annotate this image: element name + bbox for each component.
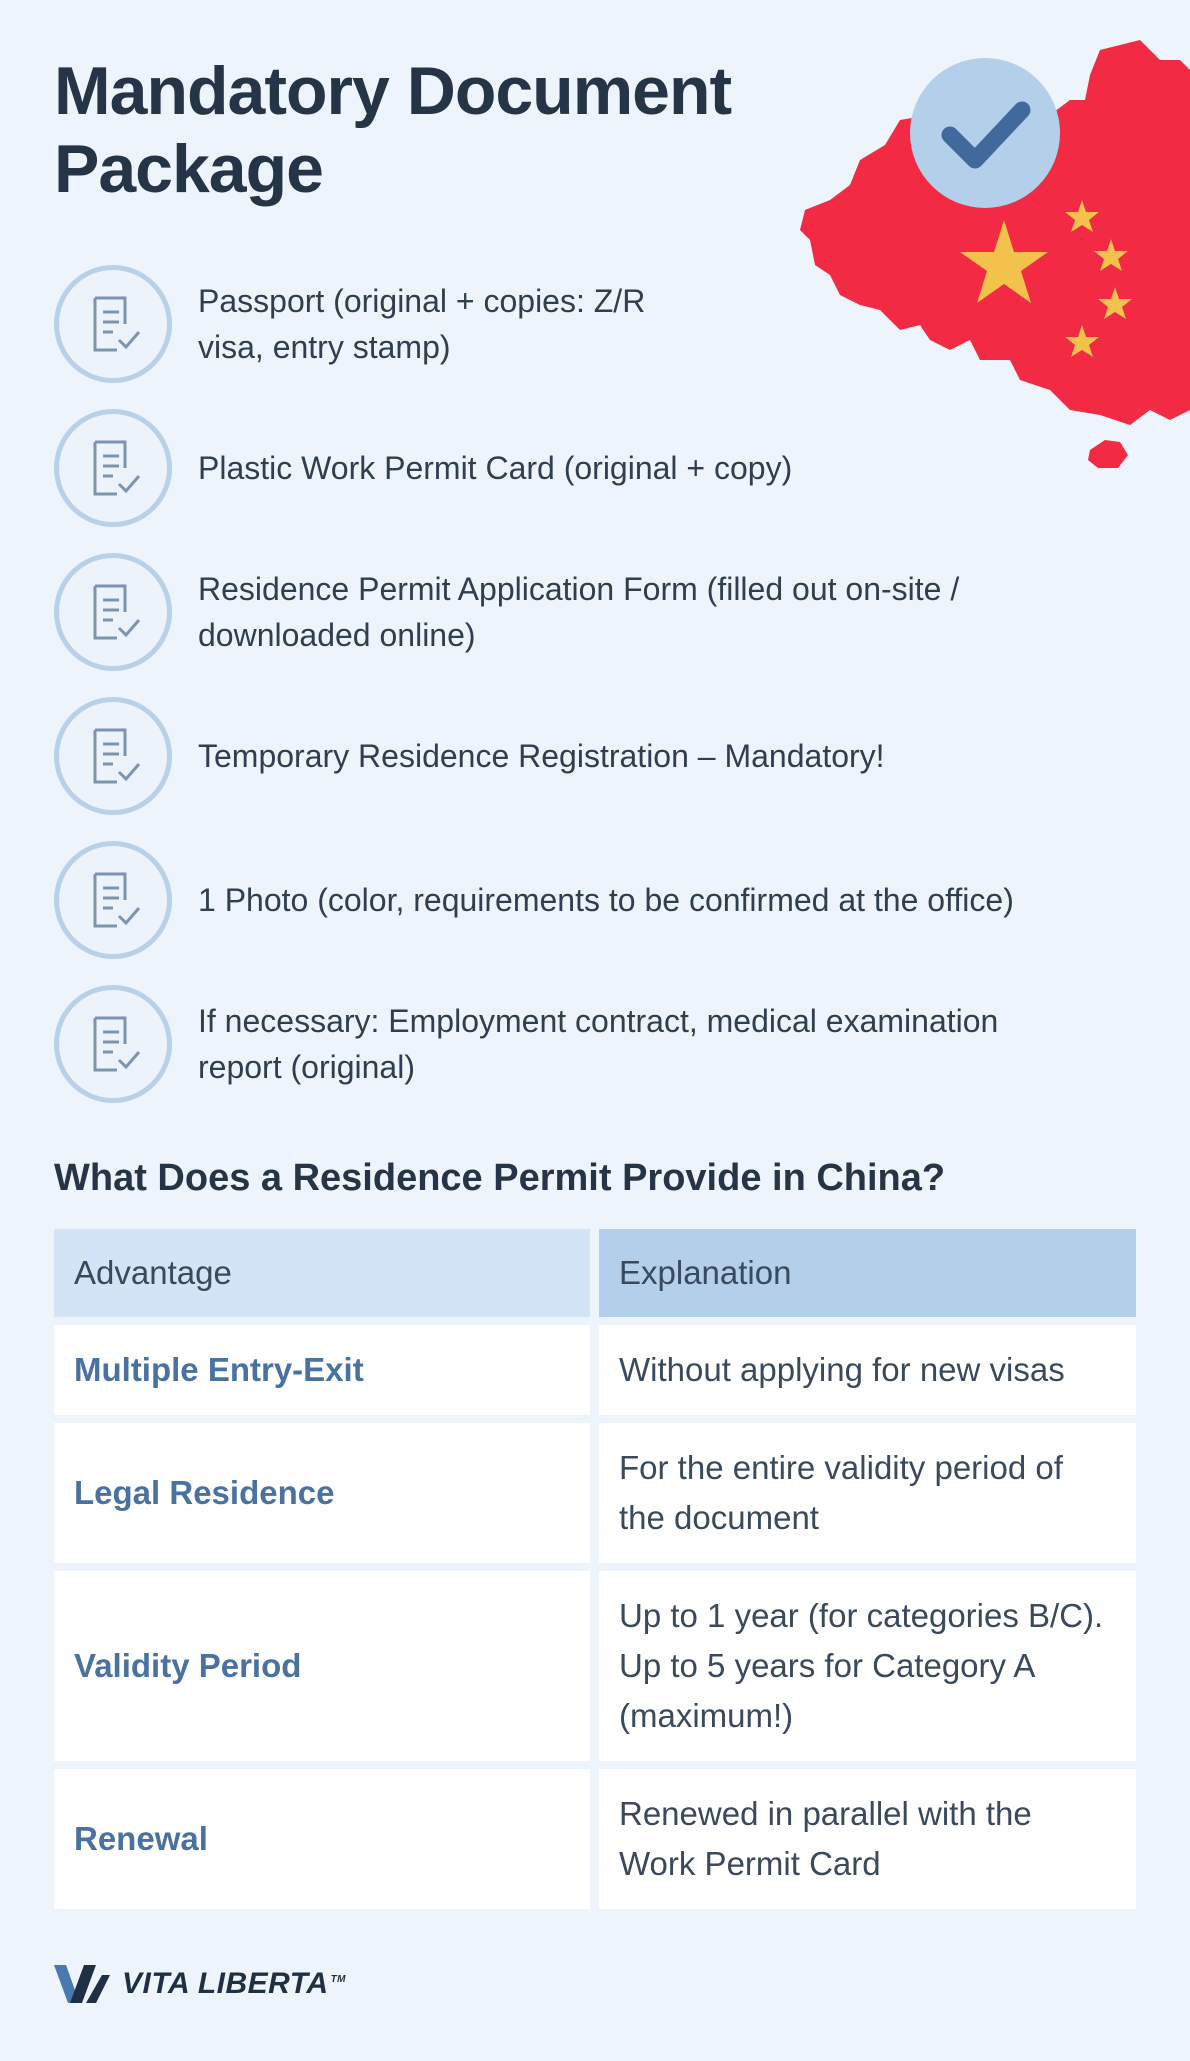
table-cell [54, 1571, 590, 1761]
table-row [54, 1769, 1136, 1909]
table-row [54, 1423, 1136, 1563]
advantage-text: Multiple Entry-Exit [74, 1351, 364, 1388]
document-check-icon [54, 409, 172, 527]
document-text: If necessary: Employment contract, medical examination report (original) [198, 1003, 999, 1085]
table-cell [599, 1325, 1136, 1415]
table-cell [54, 1423, 590, 1563]
vita-liberta-logo-icon [54, 1963, 110, 2005]
section-heading: What Does a Residence Permit Provide in China? [54, 1157, 946, 1199]
table-cell [54, 1325, 590, 1415]
list-item [54, 696, 1114, 816]
document-check-icon [54, 697, 172, 815]
table-cell [54, 1769, 590, 1909]
table-cell [599, 1571, 1136, 1761]
list-item [54, 408, 1114, 528]
document-text: Residence Permit Application Form (filled out on-site / downloaded online) [198, 571, 960, 653]
document-text: Plastic Work Permit Card (original + copy) [198, 450, 793, 486]
explanation-text: Without applying for new visas [619, 1351, 1065, 1388]
list-item [54, 264, 1114, 384]
list-item [54, 552, 1114, 672]
table-header-cell [54, 1229, 590, 1317]
explanation-text: For the entire validity period of the document [619, 1449, 1063, 1536]
document-check-icon [54, 985, 172, 1103]
list-item [54, 840, 1114, 960]
document-check-icon [54, 265, 172, 383]
table-cell [599, 1769, 1136, 1909]
header-explanation: Explanation [619, 1254, 792, 1291]
document-text: Temporary Residence Registration – Mandatory! [198, 738, 885, 774]
brand-logo [54, 1963, 346, 2005]
advantage-text: Legal Residence [74, 1474, 335, 1511]
document-text: Passport (original + copies: Z/R visa, entry stamp) [198, 283, 646, 365]
table-header-row [54, 1229, 1136, 1317]
advantage-text: Validity Period [74, 1647, 302, 1684]
table-cell [599, 1423, 1136, 1563]
list-item [54, 984, 1114, 1104]
table-header-cell [599, 1229, 1136, 1317]
document-text: 1 Photo (color, requirements to be confirmed at the office) [198, 882, 1014, 918]
check-circle [910, 58, 1060, 208]
explanation-text: Up to 1 year (for categories B/C). Up to 5 years for Category A (maximum!) [619, 1597, 1104, 1734]
advantage-text: Renewal [74, 1820, 208, 1857]
header-advantage: Advantage [74, 1254, 232, 1291]
explanation-text: Renewed in parallel with the Work Permit Card [619, 1795, 1032, 1882]
document-check-icon [54, 553, 172, 671]
page-title: Mandatory Document Package [54, 53, 732, 207]
logo-text: VITA LIBERTA ™ [122, 1967, 347, 2000]
document-check-icon [54, 841, 172, 959]
table-row [54, 1325, 1136, 1415]
trademark-mark: TM [330, 1974, 347, 1985]
table-row [54, 1571, 1136, 1761]
